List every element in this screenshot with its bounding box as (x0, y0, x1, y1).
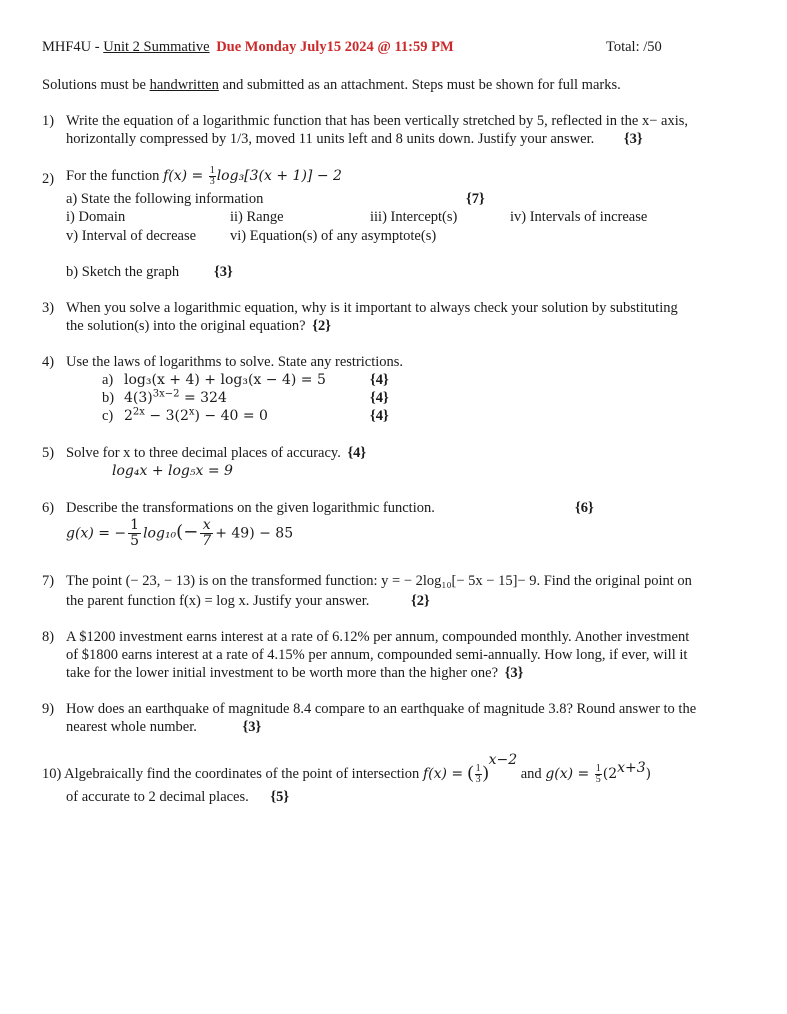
marks-badge: {4} (370, 408, 389, 424)
unit-title: Unit 2 Summative (103, 39, 210, 55)
g-function-lhs: g(x) = (545, 766, 594, 782)
question-8-line-3 (66, 664, 523, 682)
instructions-emphasis: handwritten (149, 77, 219, 93)
equation-c-exponent-2: x (188, 406, 195, 418)
question-1-text: horizontally compressed by 1/3, moved 11 units left and 8 units down. Justify your answer. (66, 131, 595, 147)
part-intervals-increase: iv) Intervals of increase (510, 209, 648, 225)
marks-badge: {2} (410, 593, 430, 609)
part-label: a) (102, 372, 114, 388)
question-number: 4) (42, 354, 55, 370)
instructions-text-end: and submitted as an attachment. Steps must be shown for full marks. (218, 77, 621, 93)
question-7-text: the parent function f(x) = log x. Justify your answer. (66, 593, 370, 609)
f-exponent: x−2 (488, 752, 518, 769)
fraction-numerator: 1 (475, 763, 481, 775)
part-asymptotes: vi) Equation(s) of any asymptote(s) (230, 228, 437, 244)
instructions-text: Solutions must be (42, 77, 150, 93)
question-9-line-2 (66, 718, 261, 736)
equation-a: log₃(x + 4) + log₃(x − 4) = 5 (124, 372, 326, 388)
question-10-line-2 (66, 788, 289, 806)
question-number: 10) (42, 766, 62, 782)
question-3-line-1: When you solve a logarithmic equation, why is it important to always check your solution by substituting (66, 300, 678, 316)
question-10-text: Algebraically find the coordinates of the point of intersection (64, 766, 423, 782)
marks-badge: {6} (575, 500, 594, 516)
function-rest: + 49) − 85 (215, 525, 294, 542)
question-7-line-1: The point (− 23, − 13) is on the transformed function: y = − 2log₁₀[− 5x − 15]− 9. Find the original point on (66, 573, 692, 589)
question-number: 7) (42, 573, 55, 589)
fraction-denominator: 7 (202, 533, 212, 549)
question-2a-label: a) State the following information (66, 191, 264, 207)
part-interval-decrease: v) Interval of decrease (66, 228, 197, 244)
question-2-lead: For the function (66, 167, 164, 184)
header (42, 38, 454, 56)
inner-fraction (200, 518, 213, 549)
question-3-line-2 (66, 317, 331, 335)
marks-badge: {2} (312, 318, 331, 334)
question-9-line-1: How does an earthquake of magnitude 8.4 compare to an earthquake of magnitude 3.8? Round answer to the (66, 701, 697, 717)
question-3-text: the solution(s) into the original equation? (66, 318, 306, 334)
open-parenthesis: (− (176, 521, 199, 543)
question-2b-label: b) Sketch the graph (66, 264, 180, 280)
question-8-line-1: A $1200 investment earns interest at a rate of 6.12% per annum, compounded monthly. Another investment (66, 629, 690, 645)
question-5-text: Solve for x to three decimal places of accuracy. (66, 445, 341, 461)
question-number: 3) (42, 300, 55, 316)
f-function-lhs: f(x) = (422, 766, 468, 782)
marks-badge: {3} (623, 131, 643, 147)
fraction-denominator: 3 (209, 176, 215, 187)
part-domain: i) Domain (66, 209, 126, 225)
close-parenthesis: ) (482, 762, 489, 782)
and-text: and (517, 766, 546, 782)
question-number: 2) (42, 171, 55, 187)
question-8-text: take for the lower initial investment to be worth more than the higher one? (66, 665, 499, 681)
question-7-line-2 (66, 592, 430, 610)
question-8-line-2: of $1800 earns interest at a rate of 4.15% per annum, compounded semi-annually. How long, if ever, will it (66, 647, 688, 663)
question-1-line-2 (66, 130, 643, 148)
marks-badge: {4} (347, 445, 367, 461)
question-4-line-1: Use the laws of logarithms to solve. State any restrictions. (66, 354, 404, 370)
question-number: 1) (42, 113, 55, 129)
part-label: b) (102, 390, 115, 406)
equation-b-exponent: 3x−2 (152, 388, 180, 400)
total-marks: Total: /50 (606, 39, 662, 55)
function-lhs: f(x) = (163, 167, 208, 184)
fraction-denominator: 5 (130, 533, 140, 549)
instructions (42, 76, 621, 94)
due-date: Due Monday July15 2024 @ 11:59 PM (216, 39, 454, 55)
fraction-denominator: 3 (475, 774, 481, 786)
open-parenthesis: ( (467, 762, 474, 782)
equation-c-exponent: 2x (132, 406, 145, 418)
question-5-line-1 (66, 444, 366, 462)
g-base: (2 (602, 766, 618, 782)
marks-badge: {3} (242, 719, 262, 735)
question-9-text: nearest whole number. (66, 719, 197, 735)
marks-badge: {3} (214, 264, 233, 280)
question-6-line-1: Describe the transformations on the given logarithmic function. (66, 500, 435, 516)
transformed-function (66, 518, 293, 549)
fraction (209, 166, 216, 187)
question-10-line-1 (42, 752, 652, 786)
equation-c (124, 407, 268, 425)
equation-b-base: 4(3) (124, 390, 153, 406)
g-exponent: x+3 (617, 760, 646, 777)
equation-c-rhs: ) − 40 = 0 (194, 408, 268, 424)
marks-badge: {7} (466, 191, 485, 207)
question-number: 8) (42, 629, 55, 645)
course-code: MHF4U - (42, 39, 100, 55)
question-number: 9) (42, 701, 55, 717)
function-rhs: log₃[3(x + 1)] − 2 (216, 167, 342, 184)
question-number: 5) (42, 445, 55, 461)
part-label: c) (102, 408, 114, 424)
equation: log₄x + log₅x = 9 (112, 463, 233, 479)
marks-badge: {4} (370, 372, 389, 388)
part-range: ii) Range (230, 209, 284, 225)
marks-badge: {5} (270, 789, 290, 805)
part-intercepts: iii) Intercept(s) (370, 209, 458, 225)
equation-c-base: 2 (124, 408, 133, 424)
equation-c-middle: − 3(2 (144, 408, 189, 424)
fraction (595, 764, 602, 785)
fraction-numerator: 1 (209, 165, 215, 176)
log-base: log₁₀ (143, 525, 177, 542)
equation-b-rhs: = 324 (179, 390, 227, 406)
question-2-function (66, 166, 342, 187)
marks-badge: {3} (504, 665, 524, 681)
marks-badge: {4} (370, 390, 389, 406)
equation-b (124, 389, 227, 407)
fraction (128, 518, 141, 549)
g-close: ) (645, 766, 652, 782)
fraction-denominator: 5 (595, 774, 601, 786)
fraction-numerator: x (200, 518, 213, 534)
question-1-line-1: Write the equation of a logarithmic function that has been vertically stretched by 5, reflected in the x− axis, (66, 113, 689, 129)
question-10-text: of accurate to 2 decimal places. (66, 789, 249, 805)
function-lhs: g(x) = − (66, 525, 127, 542)
fraction-numerator: 1 (595, 763, 601, 775)
question-number: 6) (42, 500, 55, 516)
fraction (475, 764, 482, 785)
fraction-numerator: 1 (130, 517, 140, 533)
